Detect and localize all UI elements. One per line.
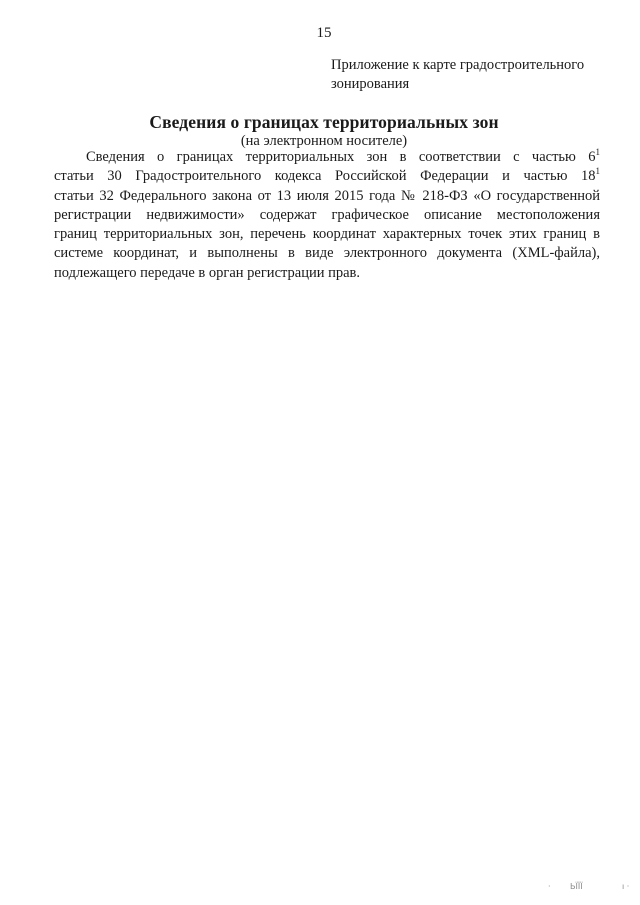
appendix-note-line-2: зонирования xyxy=(331,76,410,92)
body-line-2 xyxy=(54,167,600,186)
superscript-2: 1 xyxy=(595,166,600,177)
scan-mark-1: · xyxy=(548,882,551,891)
scan-mark-2: ЬЇЇЇ xyxy=(570,882,583,891)
body-line-1 xyxy=(54,148,600,167)
body-line-1-text: Сведения о границах территориальных зон в соответствии с частью 6 xyxy=(86,149,596,165)
body-line-6: системе координат, и выполнены в виде электронного документа (XML-файла), xyxy=(54,245,600,262)
document-title: Сведения о границах территориальных зон xyxy=(149,112,499,132)
body-line-7: подлежащего передаче в орган регистрации прав. xyxy=(54,264,361,281)
body-line-4: регистрации недвижимости» содержат графическое описание местоположения xyxy=(54,206,600,223)
appendix-note xyxy=(331,56,611,94)
scan-marks xyxy=(548,882,638,896)
scan-mark-3: ı · xyxy=(622,882,630,891)
body-line-2-text: статьи 30 Градостроительного кодекса Российской Федерации и частью 18 xyxy=(54,168,596,185)
page-number: 15 xyxy=(316,25,332,41)
body-line-5: границ территориальных зон, перечень координат характерных точек этих границ в xyxy=(54,226,600,243)
document-subtitle: (на электронном носителе) xyxy=(240,133,408,149)
body-line-3: статьи 32 Федерального закона от 13 июля 2015 года № 218-ФЗ «О государственной xyxy=(54,187,600,204)
body-paragraph xyxy=(54,148,600,283)
appendix-note-line-1: Приложение к карте градостроительного xyxy=(331,57,585,73)
superscript-1: 1 xyxy=(595,147,600,157)
